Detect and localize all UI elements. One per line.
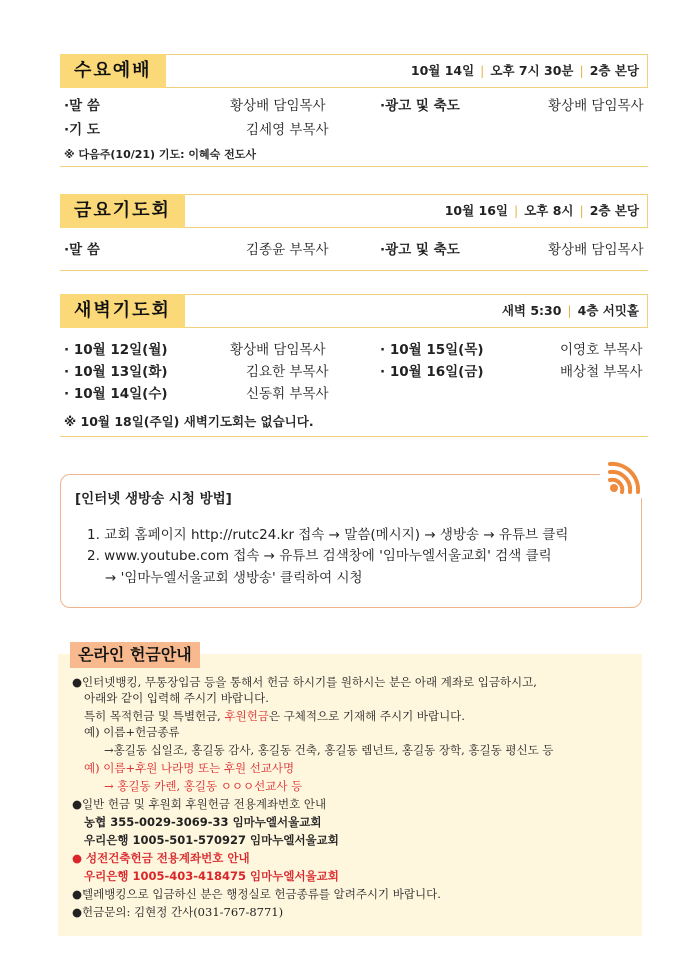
wednesday-header — [60, 54, 648, 88]
dawn-date: · 10월 16일(금) — [380, 364, 484, 380]
dawn-place: 4층 서밋홀 — [577, 303, 639, 318]
offering-contact: ●헌금문의: 김현정 간사(031-767-8771) — [72, 905, 284, 919]
dawn-note: ※ 10월 18일(주일) 새벽기도회는 없습니다. — [64, 414, 314, 429]
dawn-date: · 10월 12일(월) — [64, 342, 168, 358]
wednesday-title: 수요예배 — [60, 54, 166, 88]
friday-header — [60, 194, 648, 228]
internet-broadcast-box — [60, 474, 642, 608]
offering-line: 예) 이름+후원 나라명 또는 후원 선교사명 — [84, 761, 295, 775]
offering-line: 특히 목적헌금 및 특별헌금, 후원헌금은 구체적으로 기재해 주시기 바랍니다. — [84, 709, 465, 723]
divider — [60, 436, 648, 437]
account-nh: 농협 355-0029-3069-33 임마누엘서울교회 — [84, 815, 322, 829]
internet-step-2: 2. www.youtube.com 접속 → 유튜브 검색창에 '임마누엘서울교회' 검색 클릭 — [87, 548, 552, 564]
building-offering-heading: ● 성전건축헌금 전용계좌번호 안내 — [72, 851, 250, 865]
internet-title: [인터넷 생방송 시청 방법] — [75, 491, 232, 507]
divider — [60, 270, 648, 271]
divider — [60, 166, 648, 167]
dawn-person: 이영호 부목사 — [560, 342, 643, 358]
dawn-person: 배상철 부목사 — [560, 364, 643, 380]
friday-meta: 10월 16일 | 오후 8시 | 2층 본당 — [444, 203, 639, 218]
offering-line: ●일반 헌금 및 후원회 후원헌금 전용계좌번호 안내 — [72, 797, 327, 811]
dawn-title: 새벽기도회 — [60, 294, 185, 328]
friday-title: 금요기도회 — [60, 194, 185, 228]
wifi-icon — [600, 458, 644, 498]
dawn-date: · 10월 13일(화) — [64, 364, 168, 380]
offering-line: ●텔레뱅킹으로 입금하신 분은 행정실로 헌금종류를 알려주시기 바랍니다. — [72, 887, 441, 901]
dawn-date: · 10월 15일(목) — [380, 342, 484, 358]
wednesday-prayer-label: ·기 도 — [64, 122, 100, 138]
wednesday-sermon-label: ·말 씀 — [64, 98, 100, 114]
friday-place: 2층 본당 — [589, 203, 639, 218]
wednesday-date: 10월 14일 — [410, 63, 475, 78]
offering-line: →홍길동 십일조, 홍길동 감사, 홍길동 건축, 홍길동 렘넌트, 홍길동 장학, 홍길동 평신도 등 — [104, 743, 554, 757]
wednesday-note: ※ 다음주(10/21) 기도: 이혜숙 전도사 — [64, 148, 256, 161]
wednesday-time: 오후 7시 30분 — [490, 63, 574, 78]
dawn-person: 황상배 담임목사 — [230, 342, 326, 358]
internet-step-3: → '임마누엘서울교회 생방송' 클릭하여 시청 — [105, 570, 363, 586]
friday-sermon-person: 김종윤 부목사 — [246, 242, 329, 258]
wednesday-ads-person: 황상배 담임목사 — [548, 98, 644, 114]
offering-line: 예) 이름+헌금종류 — [84, 725, 180, 739]
dawn-time: 새벽 5:30 — [501, 303, 562, 318]
dawn-meta: 새벽 5:30 | 4층 서밋홀 — [501, 303, 639, 318]
offering-title: 온라인 헌금안내 — [70, 642, 200, 668]
offering-line: ●인터넷뱅킹, 무통장입금 등을 통해서 헌금 하시기를 원하시는 분은 아래 계좌로 입금하시고, — [72, 675, 537, 689]
friday-date: 10월 16일 — [444, 203, 508, 218]
friday-ads-person: 황상배 담임목사 — [548, 242, 644, 258]
dawn-person: 김요한 부목사 — [246, 364, 329, 380]
offering-line: → 홍길동 카렌, 홍길동 ㅇㅇㅇ선교사 등 — [104, 779, 303, 793]
friday-sermon-label: ·말 씀 — [64, 242, 100, 258]
dawn-person: 신동휘 부목사 — [246, 386, 329, 402]
dawn-date: · 10월 14일(수) — [64, 386, 168, 402]
wednesday-place: 2층 본당 — [589, 63, 639, 78]
account-building: 우리은행 1005-403-418475 임마누엘서울교회 — [84, 869, 339, 883]
sponsor-offering-highlight: 후원헌금 — [224, 709, 269, 723]
dawn-header — [60, 294, 648, 328]
wednesday-meta: 10월 14일 | 오후 7시 30분 | 2층 본당 — [410, 63, 639, 78]
internet-step-1: 1. 교회 홈페이지 http://rutc24.kr 접속 → 말씀(메시지) → 생방송 → 유튜브 클릭 — [87, 527, 569, 543]
wednesday-sermon-person: 황상배 담임목사 — [230, 98, 326, 114]
account-woori: 우리은행 1005-501-570927 임마누엘서울교회 — [84, 833, 339, 847]
offering-line: 아래와 같이 입력해 주시기 바랍니다. — [84, 691, 269, 705]
friday-ads-label: ·광고 및 축도 — [380, 242, 460, 258]
friday-time: 오후 8시 — [524, 203, 574, 218]
wednesday-ads-label: ·광고 및 축도 — [380, 98, 460, 114]
wednesday-prayer-person: 김세영 부목사 — [246, 122, 329, 138]
